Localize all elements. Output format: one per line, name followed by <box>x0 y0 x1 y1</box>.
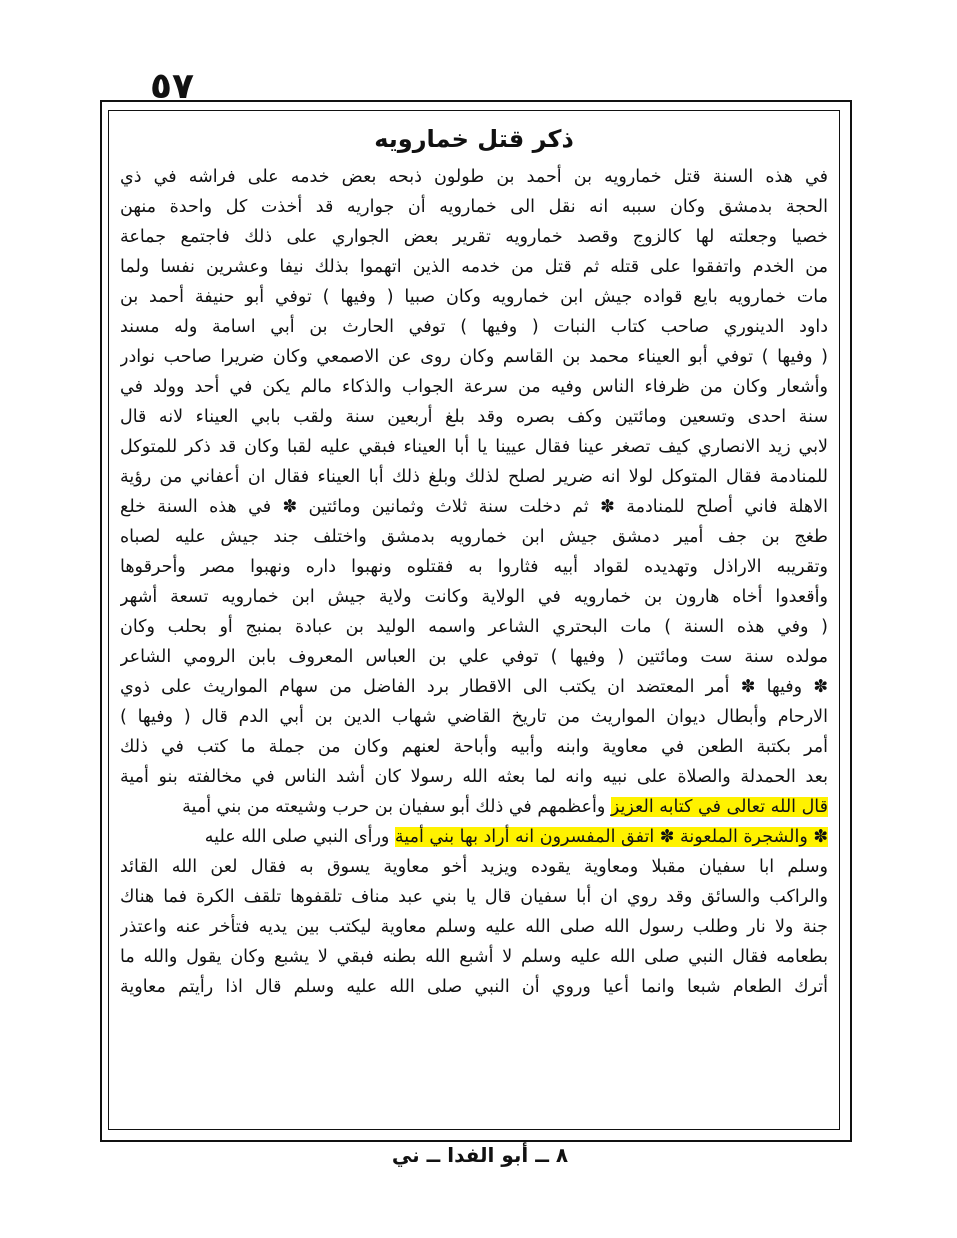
text-line: طغج بن جف أمير دمشق جيش ابن خمارويه بدمشق واختلف جند جيش عليه لصباه <box>120 527 828 547</box>
text-line: جنة ولا نار وطلب رسول الله صلى الله عليه وسلم معاوية ليكتب بين يديه فتأخر عنه واعتذر <box>120 917 828 937</box>
text-line: سنة احدى وتسعين ومائتين وكف بصره وقد بلغ أربعين سنة ولقب بابي العيناء لانه قال <box>120 407 828 427</box>
text-line: للمنادمة فقال المتوكل لولا انه ضرير لصلح لذلك وبلغ ذلك أبا العيناء فقال ان أعفاني من رؤية <box>120 467 828 487</box>
text-segment: وأعظمهم في ذلك أبو سفيان بن حرب وشيعته من بني أمية <box>182 797 606 817</box>
text-line: لابي زيد الانصاري كيف تصغر عينا فقال عيينا يا أبا العيناء فبقي عليه لقبا وكان قد ذكر للمتوكل <box>120 437 828 457</box>
page-footer: ٨ ــ أبو الفدا ــ ني <box>391 1143 569 1167</box>
text-line: داود الدينوري صاحب كتاب النبات ( وفيها ) توفي الحارث بن أبي اسامة وله مسند <box>120 317 828 337</box>
chapter-title: ذكر قتل خمارويه <box>374 125 574 153</box>
text-line: أمر بكتبة الطعن في معاوية وابنه وأبيه وأباحة لعنهم وكان من جملة ما كتب في ذلك <box>120 737 828 757</box>
text-line: ✽ وفيها ✽ أمر المعتضد ان يكتب الى الاقطار برد الفاضل من سهام المواريث على ذوي <box>120 677 828 697</box>
text-line: بطعامه فقال النبي صلى الله عليه وسلم لا أشبع الله بطنه فبقي لا يشبع وكان يقول والله ما <box>120 947 828 967</box>
text-line: ( وفيها ) توفي أبو العيناء محمد بن القاسم وكان روى عن الاصمعي وكان ضريرا صاحب نوادر <box>120 347 828 367</box>
text-line: والراكب والسائق وقد روي ان أبا سفيان قال يا بني عبد مناف تلقفوها تلقف الكرة فما هناك <box>120 887 828 907</box>
text-segment: ورأى النبي صلى الله عليه <box>204 827 390 847</box>
text-line: بعد الحمدلة والصلاة على نبيه وانه لما بعثه الله رسولا كان أشد الناس في مخالفته بنو أمية <box>120 767 828 787</box>
page-number: ٥٧ <box>150 66 194 107</box>
text-line: وتقريبه الاراذل وتهديده لقواد أبيه فثاروا به فقتلوه ونهبوا داره ونهبوا مصر وأحرقوها <box>120 557 828 577</box>
text-line: ( وفي هذه السنة ) مات البحتري الشاعر واسمه الوليد بن عبادة بمنبج أو بحلب وكان <box>120 617 828 637</box>
text-line: مات خمارويه بايع قواده جيش ابن خمارويه وكان صبيا ( وفيها ) توفي أبو حنيفة أحمد بن <box>120 287 828 307</box>
text-line-highlighted <box>120 822 828 852</box>
text-line-highlighted <box>120 792 828 822</box>
highlighted-text: قال الله تعالى في كتابه العزيز <box>610 797 828 817</box>
text-line: أترك الطعام شبعا وانما أعيا وروي أن النبي صلى الله عليه وسلم قال اذا رأيتم معاوية <box>120 977 828 997</box>
text-line: وأقعدوا أخاه هارون بن خمارويه في الولاية وكانت ولاية جيش ابن خمارويه تسعة أشهر <box>120 587 828 607</box>
text-line: من الخدم واتفقوا على قتله ثم قتل من خدمه الذين اتهموا بذلك نيفا وعشرين نفسا ولما <box>120 257 828 277</box>
text-line: وأشعار وكان من ظرفاء الناس وفيه من سرعة الجواب والذكاء مالم يكن في أحد وولد في <box>120 377 828 397</box>
text-line: مولده سنة ست ومائتين ( وفيها ) توفي علي بن العباس المعروف بابن الرومي الشاعر <box>120 647 828 667</box>
text-line: الحجة بدمشق وكان سببه انه نقل الى خمارويه أن جواريه قد أخذت كل واحدة منهن <box>120 197 828 217</box>
highlighted-text: ✽ والشجرة الملعونة ✽ اتفق المفسرون انه أراد بها بني أمية <box>394 827 828 847</box>
text-line: وسلم ابا سفيان مقبلا ومعاوية يقوده ويزيد أخو معاوية يسوق به فقال لعن الله القائد <box>120 857 828 877</box>
text-line: الارحام وأبطال ديوان المواريث من تاريخ القاضي شهاب الدين بن أبي الدم قال ( وفيها ) <box>120 707 828 727</box>
text-line: خصيا وجعلته لها كالزوج وقصد خمارويه تقرير بعض الجواري على ذلك فاجتمع جماعة <box>120 227 828 247</box>
text-line: في هذه السنة قتل خمارويه بن أحمد بن طولون ذبحه بعض خدمه على فراشه في ذي <box>120 167 828 187</box>
text-line: الاهلة فاني أصلح للمنادمة ✽ ثم دخلت سنة ثلاث وثمانين ومائتين ✽ في هذه السنة خلع <box>120 497 828 517</box>
text-body <box>120 122 828 1122</box>
